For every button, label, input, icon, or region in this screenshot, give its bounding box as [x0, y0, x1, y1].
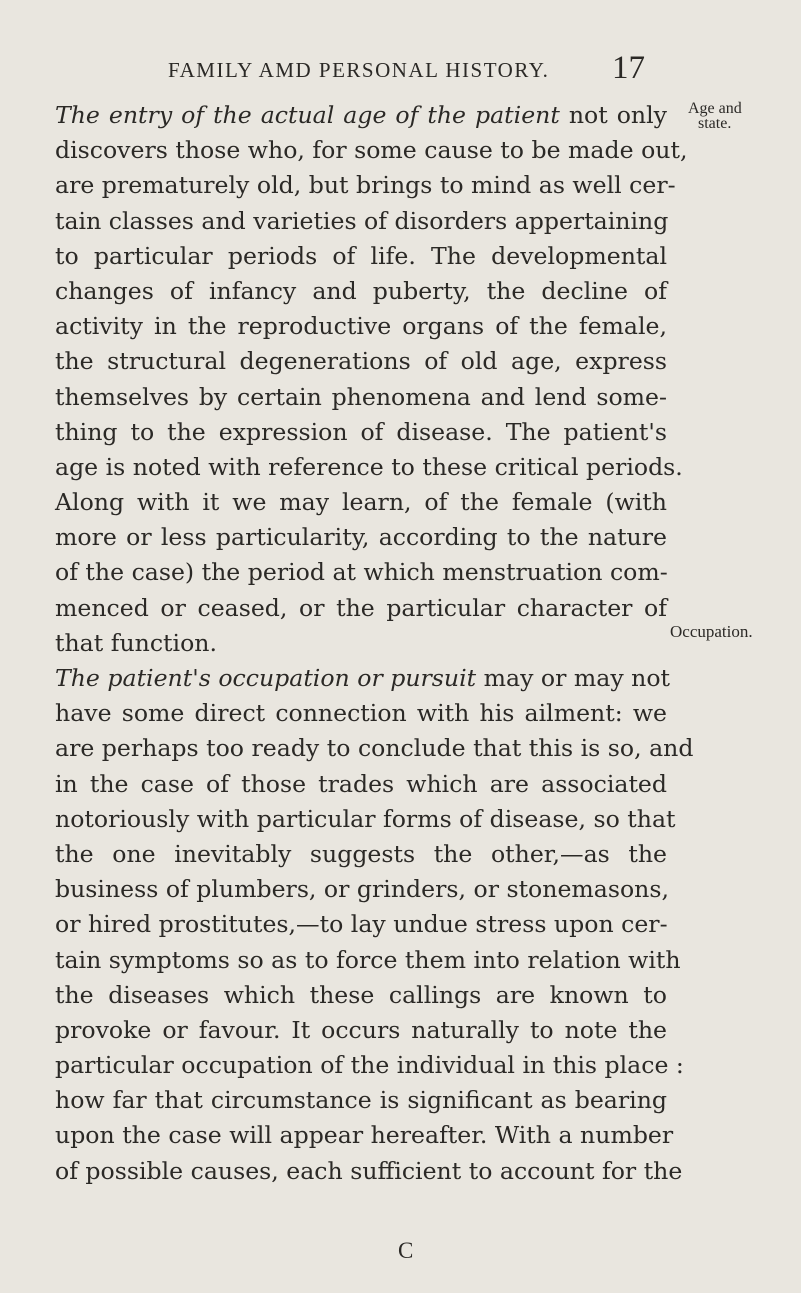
line-text: upon the case will appear hereafter. With a number	[55, 1121, 674, 1150]
text-line	[55, 1154, 683, 1189]
text-line	[55, 415, 667, 450]
line-text: the one inevitably suggests the other,—as the	[55, 839, 667, 868]
line-text: tain classes and varieties of disorders appertaining	[55, 206, 669, 235]
running-title: FAMILY AMD PERSONAL HISTORY.	[168, 58, 550, 82]
text-line	[55, 591, 667, 626]
text-line	[55, 204, 667, 239]
margin-note-age-line1: Age and	[688, 100, 742, 117]
text-line	[55, 520, 667, 555]
page-number: 17	[612, 50, 645, 86]
line-text: of possible causes, each sufficient to account for the	[55, 1156, 683, 1185]
line-text: the diseases which these callings are known to	[55, 980, 667, 1009]
line-text: how far that circumstance is significant as bearing	[55, 1086, 667, 1115]
line-text: notoriously with particular forms of disease, so that	[55, 804, 676, 833]
text-line	[55, 626, 667, 661]
text-line	[55, 943, 681, 978]
text-line	[55, 380, 667, 415]
italic-phrase: The patient's occupation or pursuit	[55, 664, 477, 692]
margin-note-age	[688, 101, 748, 131]
text-line	[55, 731, 694, 766]
line-text: Along with it we may learn, of the female (with	[55, 488, 667, 517]
text-line	[55, 344, 667, 379]
signature-mark: C	[398, 1238, 414, 1263]
text-line	[55, 1048, 684, 1083]
text-line	[55, 907, 667, 942]
line-text: themselves by certain phenomena and lend some-	[55, 382, 667, 411]
line-text: have some direct connection with his ailment: we	[55, 699, 667, 728]
text-line	[55, 978, 667, 1013]
text-line	[55, 450, 683, 485]
text-line	[55, 309, 667, 344]
line-text: discovers those who, for some cause to be made out,	[55, 136, 688, 165]
line-text: thing to the expression of disease. The patient's	[55, 417, 667, 446]
line-text: or hired prostitutes,—to lay undue stress upon cer-	[55, 910, 668, 939]
line-text: the structural degenerations of old age, express	[55, 347, 667, 376]
line-text: particular occupation of the individual in this place :	[55, 1051, 684, 1080]
text-line	[55, 1118, 674, 1153]
line-text: not only	[559, 101, 667, 129]
text-line	[55, 837, 667, 872]
line-text: menced or ceased, or the particular character of	[55, 593, 667, 622]
text-line	[55, 485, 667, 520]
line-text: activity in the reproductive organs of the female,	[55, 312, 667, 341]
margin-note-age-line2: state.	[698, 115, 732, 132]
text-line	[55, 555, 667, 590]
line-text: changes of infancy and puberty, the decline of	[55, 276, 667, 305]
text-line	[55, 661, 671, 696]
line-text: in the case of those trades which are associated	[55, 769, 667, 798]
line-text: to particular periods of life. The developmental	[55, 241, 667, 270]
line-text: of the case) the period at which menstruation com-	[55, 558, 668, 587]
text-line	[55, 168, 676, 203]
text-line	[55, 274, 667, 309]
text-line	[55, 1013, 667, 1048]
text-line	[55, 1083, 667, 1118]
line-text: provoke or favour. It occurs naturally to note the	[55, 1015, 667, 1044]
text-line	[55, 133, 688, 168]
line-text: tain symptoms so as to force them into relation with	[55, 945, 681, 974]
margin-note-occupation: Occupation.	[670, 622, 753, 641]
line-text: are perhaps too ready to conclude that this is so, and	[55, 734, 694, 763]
text-line	[55, 98, 667, 133]
line-text: business of plumbers, or grinders, or stonemasons,	[55, 875, 669, 904]
text-line	[55, 239, 667, 274]
text-line	[55, 767, 667, 802]
page-header	[0, 48, 801, 88]
line-text: age is noted with reference to these critical periods.	[55, 452, 683, 481]
text-line	[55, 802, 676, 837]
body-text	[55, 98, 694, 1189]
line-text: that function.	[55, 628, 217, 657]
text-line	[55, 872, 667, 907]
line-text: may or may not	[476, 664, 671, 692]
text-line	[55, 696, 667, 731]
line-text: are prematurely old, but brings to mind as well cer-	[55, 171, 676, 200]
line-text: more or less particularity, according to the nature	[55, 523, 667, 552]
italic-phrase: The entry of the actual age of the patient	[55, 101, 560, 129]
